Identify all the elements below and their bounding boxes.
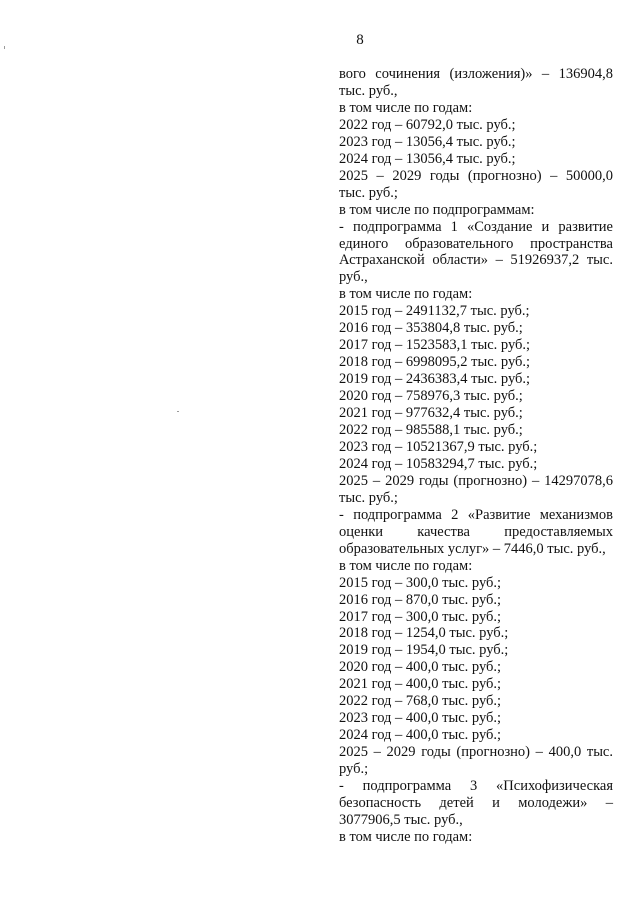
paragraph: 2015 год – 2491132,7 тыс. руб.; — [339, 303, 530, 320]
paragraph: 2023 год – 10521367,9 тыс. руб.; — [339, 438, 538, 455]
paragraph: 2020 год – 758976,3 тыс. руб.; — [339, 388, 523, 405]
paragraph: 2024 год – 13056,4 тыс. руб.; — [339, 150, 516, 167]
paragraph: 2019 год – 1954,0 тыс. руб.; — [339, 642, 509, 659]
paragraph: 2021 год – 977632,4 тыс. руб.; — [339, 405, 523, 422]
paragraph: 2017 год – 1523583,1 тыс. руб.; — [339, 337, 531, 354]
paragraph: - подпрограмма 3 «Психофизическая безопасность детей и молодежи» – 3077906,5 тыс. руб., — [339, 778, 613, 828]
paragraph: в том числе по годам: — [339, 557, 473, 574]
paragraph: 2022 год – 768,0 тыс. руб.; — [339, 693, 502, 710]
paragraph: 2017 год – 300,0 тыс. руб.; — [339, 608, 502, 625]
paragraph: 2021 год – 400,0 тыс. руб.; — [339, 676, 502, 693]
paragraph: 2020 год – 400,0 тыс. руб.; — [339, 659, 502, 676]
paragraph: 2016 год – 353804,8 тыс. руб.; — [339, 320, 523, 337]
paragraph: 2018 год – 1254,0 тыс. руб.; — [339, 625, 509, 642]
paragraph: - подпрограмма 2 «Развитие механизмов оценки качества предоставляемых образовательных услуг» – 7446,0 тыс. руб., — [339, 506, 613, 557]
page-number: 8 — [356, 32, 364, 48]
paragraph: в том числе по годам: — [339, 286, 473, 303]
paragraph: в том числе по годам: — [339, 828, 473, 845]
text-column — [339, 66, 613, 846]
paragraph: - подпрограмма 1 «Создание и развитие единого образовательного пространства Астраханской области» – 51926937,2 тыс. руб., — [339, 218, 613, 286]
scan-mark-left-top — [4, 46, 5, 49]
paragraph: 2023 год – 400,0 тыс. руб.; — [339, 710, 502, 727]
paragraph: в том числе по подпрограммам: — [339, 201, 535, 218]
scan-mark-left-mid — [177, 411, 179, 412]
paragraph: 2025 – 2029 годы (прогнозно) – 400,0 тыс. руб.; — [339, 744, 613, 778]
paragraph: 2019 год – 2436383,4 тыс. руб.; — [339, 371, 531, 388]
paragraph: 2025 – 2029 годы (прогнозно) – 14297078,6 тыс. руб.; — [339, 472, 613, 506]
paragraph: в том числе по годам: — [339, 99, 473, 116]
paragraph: вого сочинения (изложения)» – 136904,8 тыс. руб., — [339, 66, 613, 99]
paragraph: 2023 год – 13056,4 тыс. руб.; — [339, 133, 516, 150]
paragraph: 2022 год – 60792,0 тыс. руб.; — [339, 116, 516, 133]
paragraph: 2024 год – 10583294,7 тыс. руб.; — [339, 455, 538, 472]
paragraph: 2025 – 2029 годы (прогнозно) – 50000,0 тыс. руб.; — [339, 167, 613, 201]
paragraph: 2015 год – 300,0 тыс. руб.; — [339, 574, 502, 591]
paragraph: 2024 год – 400,0 тыс. руб.; — [339, 727, 502, 744]
paragraph: 2018 год – 6998095,2 тыс. руб.; — [339, 354, 531, 371]
paragraph: 2022 год – 985588,1 тыс. руб.; — [339, 422, 523, 439]
paragraph: 2016 год – 870,0 тыс. руб.; — [339, 591, 502, 608]
